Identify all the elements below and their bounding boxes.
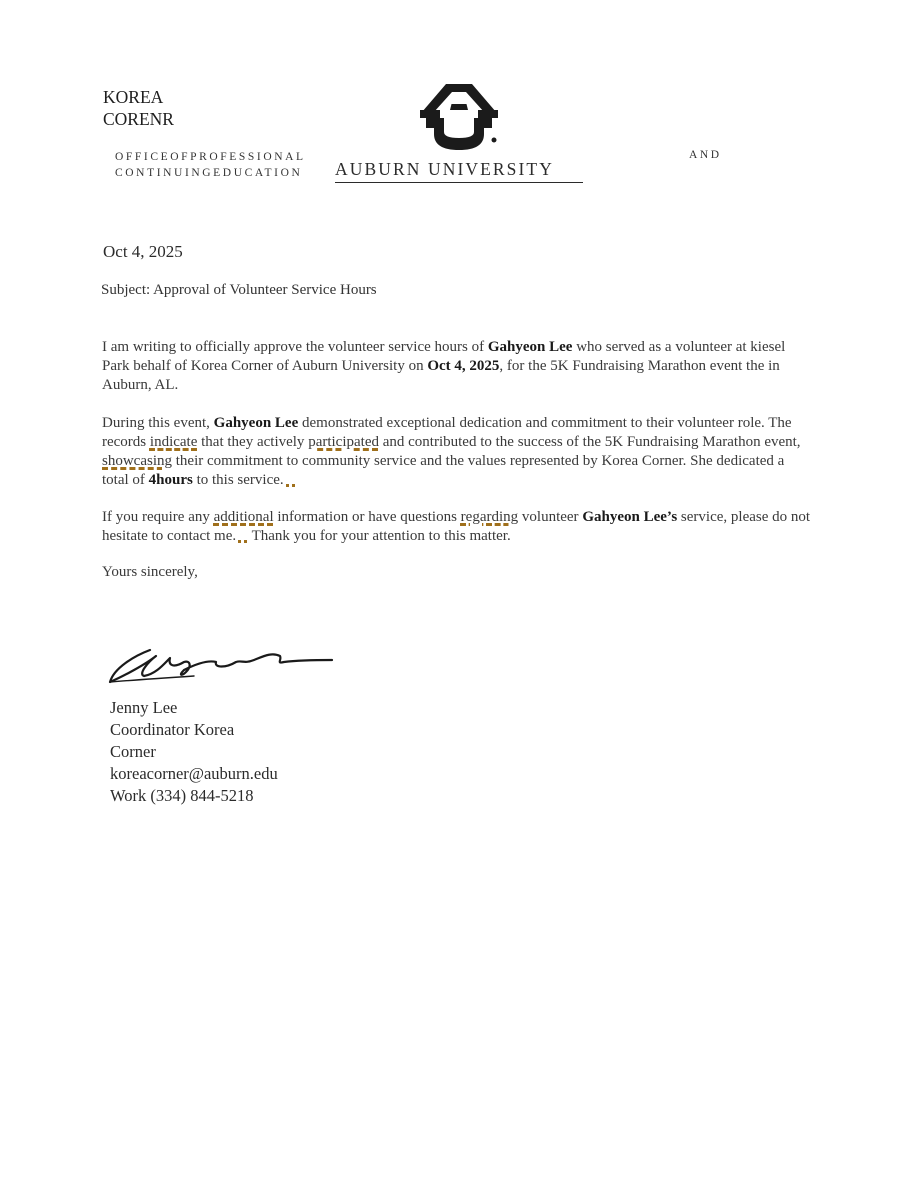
signature-block xyxy=(110,697,278,807)
signer-email: koreacorner@auburn.edu xyxy=(110,764,278,783)
grammar-flag-word[interactable]: showcasing xyxy=(102,453,172,469)
auburn-au-logo-icon xyxy=(418,82,500,152)
signature-image xyxy=(104,638,336,688)
grammar-flag-word[interactable]: participated xyxy=(308,434,379,450)
paragraph-contact: If you require any additional information or have questions regarding volunteer Gahyeon Lee’s service, please do not hesitate to contact me. Thank you for your attention to this matter. xyxy=(102,509,811,544)
org-name xyxy=(103,86,174,130)
signer-name: Jenny Lee xyxy=(110,698,178,717)
office-and: AND xyxy=(689,149,722,161)
signer-title-line1: Coordinator Korea xyxy=(110,720,235,739)
office-name-line1: OFFICEOFPROFESSIONAL xyxy=(115,151,306,163)
grammar-flag-mark[interactable] xyxy=(238,540,248,543)
paragraph-approval: I am writing to officially approve the volunteer service hours of Gahyeon Lee who served as a volunteer at kiesel Park behalf of Korea Corner of Auburn University on Oct 4, 2025, for the 5K Fundraising Marathon event the in Auburn, AL. xyxy=(102,339,786,393)
org-name-line2: CORENR xyxy=(103,109,174,129)
office-name-line2: CONTINUINGEDUCATION xyxy=(115,167,303,179)
signer-phone: Work (334) 844-5218 xyxy=(110,786,254,805)
university-name-rule xyxy=(335,182,583,183)
volunteer-name: Gahyeon Lee xyxy=(487,339,573,355)
volunteer-name: Gahyeon Lee’s xyxy=(582,509,678,525)
event-date: Oct 4, 2025 xyxy=(427,358,500,374)
signer-title-line2: Corner xyxy=(110,742,156,761)
org-name-line1: KOREA xyxy=(103,87,164,107)
grammar-flag-mark[interactable] xyxy=(286,484,296,487)
hours-value: 4hours xyxy=(148,472,193,488)
grammar-flag-word[interactable]: regarding xyxy=(460,509,519,525)
university-name: AUBURN UNIVERSITY xyxy=(335,159,554,179)
letter-date: Oct 4, 2025 xyxy=(103,242,183,261)
grammar-flag-word[interactable]: additional xyxy=(213,509,274,525)
closing: Yours sincerely, xyxy=(102,564,198,580)
letter-subject: Subject: Approval of Volunteer Service Hours xyxy=(101,282,377,298)
volunteer-name: Gahyeon Lee xyxy=(213,415,299,431)
office-name xyxy=(115,149,306,181)
grammar-flag-word[interactable]: indicate xyxy=(149,434,198,450)
paragraph-service: During this event, Gahyeon Lee demonstrated exceptional dedication and commitment to their volunteer role. The records indicate that they actively participated and contributed to the success of the 5K Fundraising Marathon event, showcasing their commitment to community service and the values represented by Korea Corner. She dedicated a total of 4hours to this service. xyxy=(102,415,801,488)
